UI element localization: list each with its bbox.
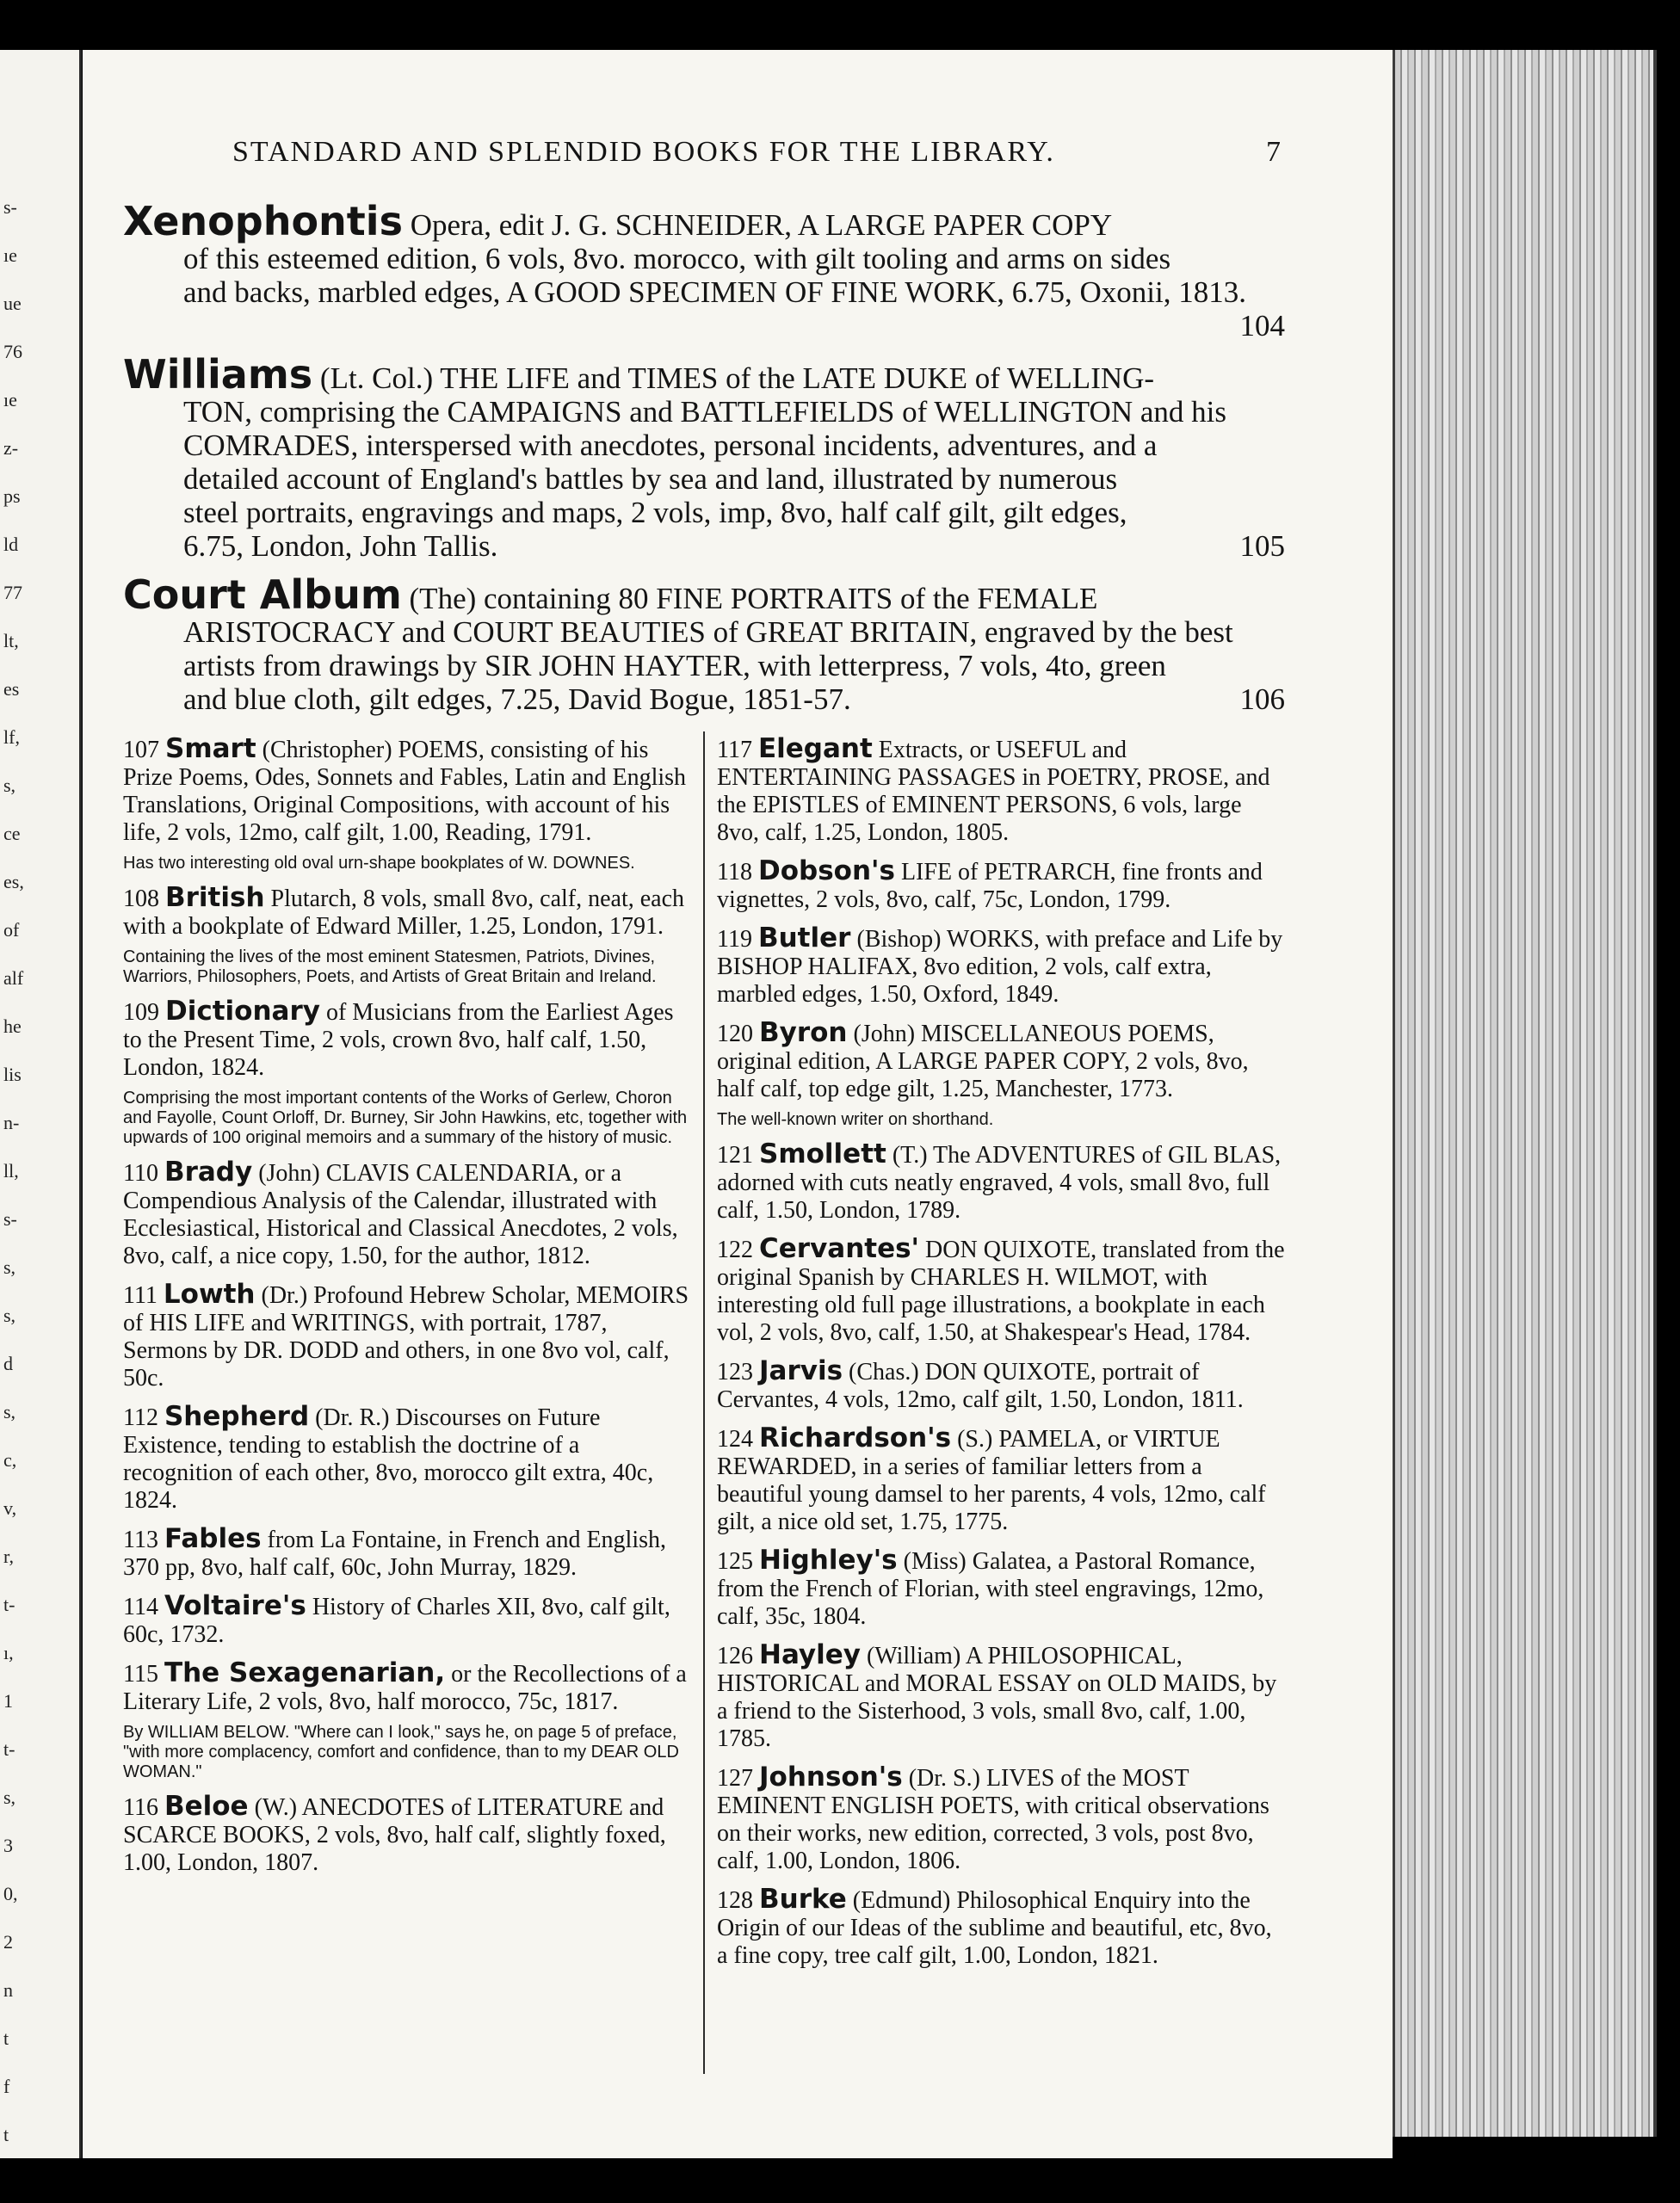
entry-heading: Voltaire's xyxy=(164,1590,306,1621)
entry-heading: Beloe xyxy=(164,1791,249,1822)
entry-line: (The) containing 80 FINE PORTRAITS of the FEMALE xyxy=(409,582,1098,615)
entry-text: from La Fontaine, in French and English, 370 pp, 8vo, half calf, 60c, John Murray, 1829. xyxy=(123,1527,667,1581)
catalog-entry xyxy=(717,1885,1285,1970)
entry-heading: British xyxy=(165,882,265,913)
margin-fragment: ı, xyxy=(3,1642,14,1663)
entry-heading: Jarvis xyxy=(759,1355,843,1386)
entry-number: 110 xyxy=(123,1160,158,1187)
catalog-entry xyxy=(123,1525,691,1582)
entry-number: 118 xyxy=(717,859,752,886)
entry-number: 116 xyxy=(123,1794,158,1821)
entry-number: 120 xyxy=(717,1021,753,1047)
entry-number: 125 xyxy=(717,1548,753,1575)
catalog-entry xyxy=(717,1641,1285,1753)
entry-line: of this esteemed edition, 6 vols, 8vo. morocco, with gilt tooling and arms on sides xyxy=(183,242,1171,275)
catalog-entry xyxy=(717,1235,1285,1347)
entry-note: By WILLIAM BELOW. "Where can I look," says he, on page 5 of preface, "with more complacency, comfort and confidence, than to my DEAR OLD WOMAN." xyxy=(123,1723,679,1781)
margin-fragment: s, xyxy=(3,1401,16,1422)
catalog-entry xyxy=(123,735,691,847)
entry-text: (Miss) Galatea, a Pastoral Romance, from the French of Florian, with steel engravings, 12mo, calf, 35c, 1804. xyxy=(717,1548,1264,1630)
entry-heading: Shepherd xyxy=(164,1401,310,1432)
catalog-entry xyxy=(717,1763,1285,1875)
entry-text: (W.) ANECDOTES of LITERATURE and SCARCE BOOKS, 2 vols, 8vo, half calf, slightly foxed, 1.00, London, 1807. xyxy=(123,1794,666,1876)
margin-fragment: s- xyxy=(3,1208,17,1230)
margin-fragment: s- xyxy=(3,196,17,218)
entry-text: (Christopher) POEMS, consisting of his Prize Poems, Odes, Sonnets and Fables, Latin and English Translations, Original Compositions, with account of his life, 2 vols, 12mo, calf gilt, 1.00, Reading, 1791. xyxy=(123,737,687,846)
entry-heading: Xenophontis xyxy=(123,198,403,244)
margin-fragment: 2 xyxy=(3,1931,13,1953)
entry-text: (T.) The ADVENTURES of GIL BLAS, adorned with cuts neatly engraved, 4 vols, small 8vo, full calf, 1.50, London, 1789. xyxy=(717,1142,1282,1224)
entry-text: LIFE of PETRARCH, fine fronts and vignettes, 2 vols, 8vo, calf, 75c, London, 1799. xyxy=(717,859,1263,913)
margin-fragment: ld xyxy=(3,534,19,555)
entry-text: (Edmund) Philosophical Enquiry into the Origin of our Ideas of the sublime and beautiful, etc, 8vo, a fine copy, tree calf gilt, 1.00, London, 1821. xyxy=(717,1887,1272,1969)
catalog-entry xyxy=(123,997,691,1082)
margin-fragment: t xyxy=(3,2027,9,2049)
margin-fragment: ıe xyxy=(3,244,17,266)
margin-fragment: ue xyxy=(3,293,22,314)
margin-fragment: ps xyxy=(3,485,21,507)
catalog-entry xyxy=(717,924,1285,1009)
entry-number: 124 xyxy=(717,1426,753,1453)
entry-number: 119 xyxy=(717,926,752,953)
margin-fragment: 1 xyxy=(3,1690,13,1712)
entry-text: (S.) PAMELA, or VIRTUE REWARDED, in a series of familiar letters from a beautiful young damsel to her parents, 4 vols, 12mo, calf gilt, a nice old set, 1.75, 1775. xyxy=(717,1426,1266,1535)
large-entry xyxy=(123,571,1285,716)
large-entry xyxy=(123,198,1285,342)
catalog-entry xyxy=(717,735,1285,847)
margin-fragment: he xyxy=(3,1015,22,1037)
entry-number: 117 xyxy=(717,737,752,763)
entry-text: (John) CLAVIS CALENDARIA, or a Compendious Analysis of the Calendar, illustrated with Ecclesiastical, Historical and Classical Anecdotes, 2 vols, 8vo, calf, a nice copy, 1.50, for the author, 1812. xyxy=(123,1160,678,1269)
entry-number: 106 xyxy=(1239,682,1285,716)
entry-line: Opera, edit J. G. SCHNEIDER, A LARGE PAPER COPY xyxy=(410,208,1113,242)
running-head-title: STANDARD AND SPLENDID BOOKS FOR THE LIBRARY. xyxy=(232,136,1055,168)
catalog-entry xyxy=(717,1140,1285,1225)
facing-page-fragment xyxy=(0,50,82,2158)
entry-line: TON, comprising the CAMPAIGNS and BATTLEFIELDS of WELLINGTON and his xyxy=(183,395,1226,429)
entry-text: (Chas.) DON QUIXOTE, portrait of Cervantes, 4 vols, 12mo, calf gilt, 1.50, London, 1811. xyxy=(717,1359,1244,1413)
right-column xyxy=(717,735,1285,1980)
catalog-entry xyxy=(717,1546,1285,1631)
margin-fragment: lis xyxy=(3,1064,22,1085)
margin-fragment: 0, xyxy=(3,1883,18,1904)
entry-heading: Lowth xyxy=(163,1279,256,1310)
catalog-entry xyxy=(123,1592,691,1649)
margin-fragment: c, xyxy=(3,1449,17,1471)
entry-number: 115 xyxy=(123,1661,158,1688)
entry-heading: Smart xyxy=(165,733,256,764)
margin-fragment: t xyxy=(3,2124,9,2145)
entry-text: (Dr. R.) Discourses on Future Existence, tending to establish the doctrine of a recognition of each other, 8vo, morocco gilt extra, 40c, 1824. xyxy=(123,1404,654,1514)
entry-number: 105 xyxy=(1239,529,1285,563)
margin-fragment: z- xyxy=(3,437,19,459)
entry-number: 128 xyxy=(717,1887,753,1914)
entry-line: COMRADES, interspersed with anecdotes, personal incidents, adventures, and a xyxy=(183,429,1158,462)
margin-fragment: es, xyxy=(3,871,24,892)
margin-fragment: es xyxy=(3,678,20,700)
entry-heading: Smollett xyxy=(759,1139,886,1169)
entry-note: The well-known writer on shorthand. xyxy=(717,1110,994,1129)
entry-number: 112 xyxy=(123,1404,158,1431)
margin-fragment: r, xyxy=(3,1546,14,1567)
entry-note: Comprising the most important contents of the Works of Gerlew, Choron and Fayolle, Count Orloff, Dr. Burney, Sir John Hawkins, etc, together with upwards of 100 original memoirs and a summary of the history of music. xyxy=(123,1089,688,1147)
entry-number: 122 xyxy=(717,1237,753,1263)
catalog-entry xyxy=(123,1659,691,1716)
entry-heading: Richardson's xyxy=(759,1422,952,1453)
entry-text: or the Recollections of a Literary Life, 2 vols, 8vo, half morocco, 75c, 1817. xyxy=(123,1661,687,1715)
catalog-entry xyxy=(123,884,691,941)
entry-heading: Fables xyxy=(164,1523,262,1554)
entry-line: steel portraits, engravings and maps, 2 vols, imp, 8vo, half calf gilt, gilt edges, xyxy=(183,496,1127,529)
entry-heading: Byron xyxy=(759,1017,848,1048)
entry-heading: Burke xyxy=(759,1884,847,1915)
entry-heading: Williams xyxy=(123,351,313,398)
entry-heading: Butler xyxy=(757,923,851,953)
margin-fragment: d xyxy=(3,1353,13,1374)
entry-note: Containing the lives of the most eminent Statesmen, Patriots, Divines, Warriors, Philosophers, Poets, and Artists of Great Britain and Ireland. xyxy=(123,947,657,986)
margin-fragment: alf xyxy=(3,967,24,989)
page-number: 7 xyxy=(1266,136,1282,168)
entry-text: (Dr. S.) LIVES of the MOST EMINENT ENGLISH POETS, with critical observations on their works, new edition, corrected, 3 vols, post 8vo, calf, 1.00, London, 1806. xyxy=(717,1765,1269,1874)
running-head xyxy=(232,136,1282,169)
entry-heading: Cervantes' xyxy=(759,1233,920,1264)
margin-fragment: s, xyxy=(3,1305,16,1326)
entry-text: Extracts, or USEFUL and ENTERTAINING PASSAGES in POETRY, PROSE, and the EPISTLES of EMINENT PERSONS, 6 vols, large 8vo, calf, 1.25, London, 1805. xyxy=(717,737,1270,846)
entry-text: (John) MISCELLANEOUS POEMS, original edition, A LARGE PAPER COPY, 2 vols, 8vo, half calf, top edge gilt, 1.25, Manchester, 1773. xyxy=(717,1021,1249,1102)
catalog-entry xyxy=(123,1280,691,1392)
entry-line: (Lt. Col.) THE LIFE and TIMES of the LATE DUKE of WELLING- xyxy=(319,361,1155,395)
catalog-entry xyxy=(717,857,1285,914)
catalog-entry xyxy=(717,1424,1285,1536)
margin-fragment: f xyxy=(3,2076,10,2097)
margin-fragment: ll, xyxy=(3,1160,19,1182)
margin-fragment: of xyxy=(3,919,20,941)
entry-text: (Dr.) Profound Hebrew Scholar, MEMOIRS of HIS LIFE and WRITINGS, with portrait, 1787, Sermons by DR. DODD and others, in one 8vo vol, calf, 50c. xyxy=(123,1282,689,1392)
margin-fragment: n xyxy=(3,1979,13,2001)
entry-note: Has two interesting old oval urn-shape bookplates of W. DOWNES. xyxy=(123,854,635,873)
entry-line: and blue cloth, gilt edges, 7.25, David Bogue, 1851-57. xyxy=(183,682,851,716)
catalog-entry xyxy=(717,1019,1285,1103)
entry-heading: Dictionary xyxy=(165,996,320,1027)
margin-fragment: lf, xyxy=(3,726,20,748)
margin-fragment: lt, xyxy=(3,630,19,651)
entry-text: Plutarch, 8 vols, small 8vo, calf, neat, each with a bookplate of Edward Miller, 1.25, London, 1791. xyxy=(123,886,685,940)
entry-heading: Hayley xyxy=(759,1639,861,1670)
entry-number: 107 xyxy=(123,737,159,763)
entry-heading: Elegant xyxy=(757,733,873,764)
margin-fragment: t- xyxy=(3,1738,15,1760)
column-divider xyxy=(703,731,705,2074)
margin-fragment: s, xyxy=(3,1256,16,1278)
large-entry xyxy=(123,351,1285,563)
catalog-entry xyxy=(123,1158,691,1270)
entry-line: detailed account of England's battles by sea and land, illustrated by numerous xyxy=(183,462,1118,496)
entry-line: 6.75, London, John Tallis. xyxy=(183,529,498,563)
entry-text: DON QUIXOTE, translated from the original Spanish by CHARLES H. WILMOT, with interesting old full page illustrations, a bookplate in each vol, 2 vols, 8vo, calf, 1.50, at Shakespear's Head, 1784. xyxy=(717,1237,1285,1346)
margin-fragment: ıe xyxy=(3,389,17,410)
entry-heading: Brady xyxy=(164,1157,253,1188)
entry-line: and backs, marbled edges, A GOOD SPECIMEN OF FINE WORK, 6.75, Oxonii, 1813. xyxy=(183,275,1246,309)
entry-line: artists from drawings by SIR JOHN HAYTER, with letterpress, 7 vols, 4to, green xyxy=(183,649,1166,682)
margin-fragment: 76 xyxy=(3,341,22,362)
margin-fragment: ce xyxy=(3,823,21,844)
margin-fragment: v, xyxy=(3,1497,17,1519)
margin-fragment: t- xyxy=(3,1594,15,1615)
catalog-entry xyxy=(123,1403,691,1515)
entry-number: 126 xyxy=(717,1643,753,1669)
margin-fragment: 77 xyxy=(3,582,22,603)
entry-number: 127 xyxy=(717,1765,753,1792)
entry-number: 114 xyxy=(123,1594,158,1620)
margin-fragment: 3 xyxy=(3,1835,13,1856)
entry-heading: Dobson's xyxy=(757,855,895,886)
entry-number: 123 xyxy=(717,1359,753,1385)
entry-number: 121 xyxy=(717,1142,753,1169)
catalog-entry xyxy=(717,1357,1285,1414)
entry-text: (William) A PHILOSOPHICAL, HISTORICAL and MORAL ESSAY on OLD MAIDS, by a friend to the Sisterhood, 3 vols, small 8vo, calf, 1.00, 1785. xyxy=(717,1643,1277,1752)
entry-number: 113 xyxy=(123,1527,158,1553)
entry-text: History of Charles XII, 8vo, calf gilt, 60c, 1732. xyxy=(123,1594,670,1648)
entry-heading: Johnson's xyxy=(759,1762,903,1793)
entry-heading: Highley's xyxy=(759,1545,898,1576)
margin-fragment: n- xyxy=(3,1112,20,1133)
entry-number: 109 xyxy=(123,999,159,1026)
entry-heading: Court Album xyxy=(123,571,402,618)
left-column xyxy=(123,735,691,1887)
entry-line: ARISTOCRACY and COURT BEAUTIES of GREAT BRITAIN, engraved by the best xyxy=(183,615,1233,649)
entry-text: (Bishop) WORKS, with preface and Life by BISHOP HALIFAX, 8vo edition, 2 vols, calf extra, marbled edges, 1.50, Oxford, 1849. xyxy=(717,926,1283,1008)
entry-text: of Musicians from the Earliest Ages to the Present Time, 2 vols, crown 8vo, half calf, 1.50, London, 1824. xyxy=(123,999,674,1081)
catalog-entry xyxy=(123,1793,691,1877)
page-edges xyxy=(1393,50,1657,2137)
entry-number: 108 xyxy=(123,886,159,912)
entry-number: 104 xyxy=(1239,309,1285,342)
entry-number: 111 xyxy=(123,1282,158,1309)
entry-heading: The Sexagenarian, xyxy=(164,1657,446,1688)
margin-fragment: s, xyxy=(3,774,16,796)
margin-fragment: s, xyxy=(3,1786,16,1808)
